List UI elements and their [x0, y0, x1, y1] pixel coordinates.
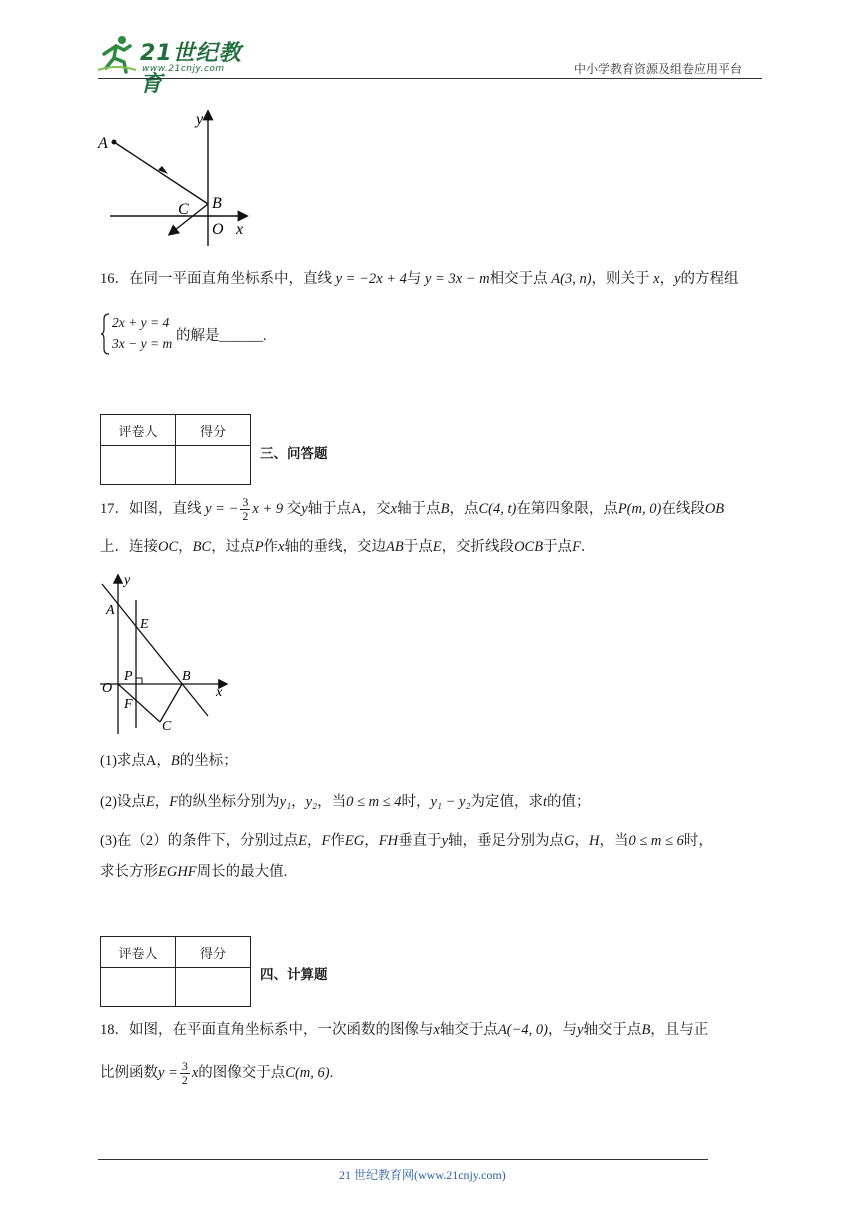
question-18-line-1: [100, 1020, 780, 1040]
q17-text: 时，: [401, 794, 431, 810]
q18-text: 的图像交于点: [198, 1064, 286, 1081]
q17-var: F: [169, 794, 179, 810]
q17-var: y₁: [279, 794, 292, 810]
q17-text: 如图，直线: [129, 500, 202, 517]
table-header-score: 得分: [176, 415, 251, 446]
q17-subquestion-3-line-2: [100, 862, 287, 882]
q17-text: 作: [330, 833, 345, 849]
question-number: 18．: [100, 1022, 129, 1038]
q17-var: E: [145, 794, 155, 810]
q16-var-y: y: [674, 271, 681, 287]
q17-text: ，过点: [211, 539, 255, 555]
label-x: x: [236, 221, 244, 238]
q17-var: OC: [158, 539, 179, 555]
label-y: y: [124, 573, 131, 588]
q17-text: 的值；: [547, 794, 591, 810]
question-18-line-2: [100, 1060, 780, 1087]
q17-var: E: [298, 833, 308, 849]
q17-var: OB: [704, 500, 725, 517]
fraction-denominator: 2: [181, 1073, 188, 1087]
system-line-2: 3x − y = m: [112, 336, 173, 351]
q17-text: 轴于点A，交: [307, 500, 391, 517]
q17-var: OCB: [514, 539, 544, 555]
table-header-grader: 评卷人: [101, 937, 176, 968]
platform-name: 中小学教育资源及组卷应用平台: [574, 62, 743, 76]
q18-var: x: [433, 1022, 440, 1038]
q17-text: 的坐标；: [179, 753, 238, 769]
q18-point-A: A(−4, 0): [497, 1022, 548, 1038]
point-A: [112, 140, 117, 145]
label-O: O: [212, 221, 224, 238]
q17-text: ，: [178, 539, 193, 555]
q17-text: 轴于点: [397, 500, 441, 517]
q17-var: F: [572, 539, 581, 555]
logo: [96, 34, 256, 97]
q17-expression: y₁ − y₂: [430, 794, 471, 810]
q17-text: 于点: [543, 539, 573, 555]
label-O: O: [102, 681, 113, 696]
q17-text: (1)求点A，: [100, 753, 171, 769]
q17-eq-rhs: x + 9: [252, 500, 284, 517]
q17-condition: 0 ≤ m ≤ 6: [628, 833, 684, 849]
question-number: 17．: [100, 500, 129, 517]
q18-text: ，且与正: [650, 1022, 709, 1038]
q16-equation-1: y = −2x + 4: [335, 271, 407, 287]
fraction-numerator: 3: [242, 495, 249, 509]
label-B: B: [182, 669, 191, 684]
ray-AB: [114, 142, 208, 204]
q17-var: P: [254, 539, 264, 555]
q17-text: ，当: [317, 794, 347, 810]
q17-var: E: [432, 539, 442, 555]
q17-subquestion-3: [100, 831, 780, 851]
q17-text: (2)设点: [100, 794, 146, 810]
q17-text: 轴的垂线，交边: [284, 539, 386, 555]
q17-text: 上．连接: [100, 539, 158, 555]
q17-text: 求长方形: [100, 864, 158, 880]
q17-text: ，: [574, 833, 589, 849]
label-C: C: [162, 719, 172, 734]
q17-text: 轴，垂足分别为点: [448, 833, 564, 849]
label-C: C: [178, 201, 189, 218]
section-title-3: 三、问答题: [260, 446, 328, 462]
score-cell[interactable]: [176, 446, 251, 485]
q17-text: ．: [580, 539, 596, 555]
system-brace: [100, 313, 110, 355]
q17-text: ，交折线段: [441, 539, 515, 555]
q17-text: (3)在（2）的条件下，分别过点: [100, 833, 299, 849]
question-17-line-2: [100, 537, 780, 557]
score-table-section-4: [100, 936, 251, 1007]
question-16: [100, 269, 770, 289]
q17-var: FH: [378, 833, 399, 849]
q16-text: 相交于点: [489, 271, 548, 287]
q17-var: y₂: [305, 794, 318, 810]
q17-eq-lhs: y = −: [205, 500, 239, 517]
q16-point: A(3, n): [551, 271, 592, 287]
right-angle-mark: [136, 678, 142, 684]
q17-text: ，: [291, 794, 306, 810]
q17-text: 为定值，求: [470, 794, 543, 810]
q16-var-x: x: [653, 271, 660, 287]
q18-text: 轴交于点: [583, 1022, 642, 1038]
fraction: [240, 496, 250, 523]
q18-var: B: [641, 1022, 651, 1038]
q17-subquestion-1: [100, 751, 238, 771]
q17-text: 垂直于: [398, 833, 442, 849]
label-y: y: [196, 111, 204, 128]
score-table-section-3: [100, 414, 251, 485]
q18-text: ，与: [548, 1022, 577, 1038]
q16-text: 与: [406, 271, 422, 287]
q17-var: F: [321, 833, 331, 849]
label-B: B: [212, 195, 222, 212]
q18-text: 比例函数: [100, 1064, 158, 1081]
label-A: A: [98, 135, 108, 152]
q17-text: ，: [154, 794, 170, 810]
q18-var: y: [577, 1022, 584, 1038]
q16-equation-2: y = 3x − m: [424, 271, 490, 287]
q17-var: x: [278, 539, 285, 555]
q17-text: 时，: [683, 833, 713, 849]
q17-text: 于点: [403, 539, 433, 555]
label-x: x: [216, 685, 223, 700]
label-E: E: [140, 617, 149, 632]
q17-point-P: P(m, 0): [617, 500, 662, 517]
q17-var: t: [543, 794, 548, 810]
fraction: [180, 1060, 190, 1087]
logo-url: www.21cnjy.com: [142, 64, 225, 74]
answer-blank: ______: [219, 328, 263, 344]
segment-CB: [160, 684, 182, 722]
figure-q17: [96, 570, 246, 740]
table-header-score: 得分: [176, 937, 251, 968]
q16-answer-prompt: [176, 326, 267, 346]
section-title-4: 四、计算题: [260, 967, 328, 983]
runner-logo-icon: [96, 34, 136, 74]
fraction-numerator: 3: [181, 1059, 188, 1073]
q17-var: B: [170, 753, 180, 769]
header-divider: [98, 78, 762, 79]
q18-eq-lhs: y =: [158, 1064, 178, 1081]
footer-link[interactable]: 21 世纪教育网(www.21cnjy.com): [339, 1168, 506, 1182]
figure-q15: [96, 104, 266, 254]
q17-point-C: C(4, t): [478, 500, 517, 517]
label-F: F: [124, 697, 133, 712]
score-cell[interactable]: [176, 968, 251, 1007]
q17-text: ，: [307, 833, 322, 849]
q17-text: 在第四象限，点: [516, 500, 618, 517]
q17-var: x: [390, 500, 398, 517]
q17-var: y: [441, 833, 448, 849]
q17-var: H: [588, 833, 600, 849]
q16-text: 在同一平面直角坐标系中，直线: [129, 271, 332, 287]
q17-var: BC: [192, 539, 212, 555]
q16-text: ，则关于: [591, 271, 650, 287]
q17-text: ，: [364, 833, 379, 849]
q17-condition: 0 ≤ m ≤ 4: [346, 794, 402, 810]
q17-var: B: [440, 500, 450, 517]
grader-cell[interactable]: [101, 446, 176, 485]
q18-eq-rhs: x: [191, 1064, 199, 1081]
q16-text: .: [263, 328, 267, 344]
question-number: 16．: [100, 271, 129, 287]
q17-text: ，点: [449, 500, 479, 517]
system-line-1: 2x + y = 4: [112, 315, 170, 330]
table-header-grader: 评卷人: [101, 415, 176, 446]
q17-var: AB: [385, 539, 404, 555]
q17-var: y: [301, 500, 308, 517]
q18-text: .: [329, 1064, 334, 1081]
q17-text: 的纵坐标分别为: [178, 794, 280, 810]
ray-BC: [170, 204, 208, 234]
q17-subquestion-2: [100, 792, 780, 812]
label-A: A: [106, 603, 115, 618]
q17-var: EG: [344, 833, 365, 849]
q18-point-C: C(m, 6): [285, 1064, 330, 1081]
q18-text: 如图，在平面直角坐标系中，一次函数的图像与: [129, 1022, 434, 1038]
label-P: P: [124, 669, 133, 684]
q16-text: 的方程组: [680, 271, 739, 287]
fraction-denominator: 2: [242, 509, 249, 523]
grader-cell[interactable]: [101, 968, 176, 1007]
q17-text: 周长的最大值.: [196, 864, 288, 880]
q17-text: 交: [286, 500, 302, 517]
q18-text: 轴交于点: [439, 1022, 498, 1038]
footer-divider: [98, 1159, 708, 1160]
question-17-line-1: [100, 496, 780, 523]
q16-text: ，: [659, 271, 675, 287]
header: [0, 0, 860, 97]
q17-text: 作: [263, 539, 279, 555]
logo-text: 21世纪教育: [140, 41, 242, 97]
q17-var: G: [564, 833, 575, 849]
q16-text: 的解是: [176, 328, 220, 344]
q17-text: ，当: [599, 833, 629, 849]
q17-var: EGHF: [158, 864, 197, 880]
q17-text: 在线段: [661, 500, 705, 517]
